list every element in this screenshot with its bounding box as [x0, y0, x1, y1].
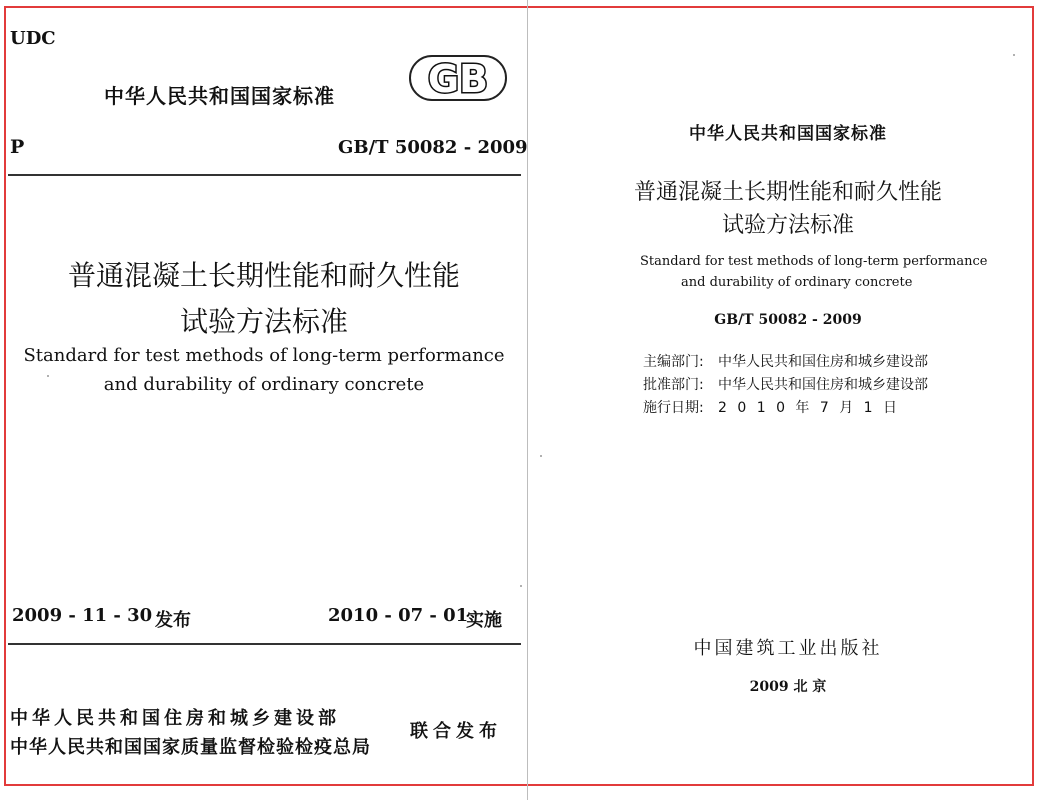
footer-rule	[8, 643, 521, 645]
editor-value: 中华人民共和国住房和城乡建设部	[718, 354, 928, 370]
title-cn-line1: 普通混凝土长期性能和耐久性能	[67, 259, 460, 292]
gb-logo-text: GB	[427, 57, 489, 101]
gb-logo-icon	[408, 52, 508, 104]
scan-speck	[47, 375, 49, 377]
effective-date-label: 施行日期:	[643, 400, 704, 416]
implementation-label: 实施	[466, 610, 502, 631]
effective-date-value: 2 0 1 0 年 7 月 1 日	[718, 400, 898, 416]
editor-label: 主编部门:	[643, 354, 704, 370]
scan-speck	[1013, 54, 1015, 56]
title-cn-line2: 试验方法标准	[179, 305, 348, 338]
classification-code: P	[10, 136, 25, 158]
national-standard-header: 中华人民共和国国家标准	[104, 84, 335, 108]
publication-place-year: 2009 北 京	[749, 679, 827, 695]
publisher-name: 中国建筑工业出版社	[693, 638, 883, 659]
standard-number: GB/T 50082 - 2009	[338, 137, 528, 158]
right-standard-number: GB/T 50082 - 2009	[714, 312, 862, 328]
implementation-date: 2010 - 07 - 01	[328, 605, 469, 626]
right-title-cn-line1: 普通混凝土长期性能和耐久性能	[633, 180, 942, 205]
right-title-en-line1: Standard for test methods of long-term performance	[640, 254, 988, 269]
approver-value: 中华人民共和国住房和城乡建设部	[718, 377, 928, 393]
right-title-cn-line2: 试验方法标准	[721, 213, 854, 238]
udc-label: UDC	[10, 28, 56, 49]
header-rule	[8, 174, 521, 176]
issuer-ministry-housing: 中华人民共和国住房和城乡建设部	[10, 708, 340, 729]
issue-label: 发布	[155, 610, 191, 631]
right-national-standard-header: 中华人民共和国国家标准	[689, 124, 887, 144]
issue-date: 2009 - 11 - 30	[12, 605, 153, 626]
right-title-en-line2: and durability of ordinary concrete	[681, 275, 913, 290]
issuer-aqsiq: 中华人民共和国国家质量监督检验检疫总局	[10, 737, 371, 758]
joint-issue-label: 联合发布	[410, 721, 502, 742]
title-en-line2: and durability of ordinary concrete	[103, 374, 425, 395]
scan-speck	[540, 455, 542, 457]
approver-label: 批准部门:	[643, 377, 704, 393]
scan-speck	[520, 585, 522, 587]
title-en-line1: Standard for test methods of long-term performance	[23, 345, 505, 366]
